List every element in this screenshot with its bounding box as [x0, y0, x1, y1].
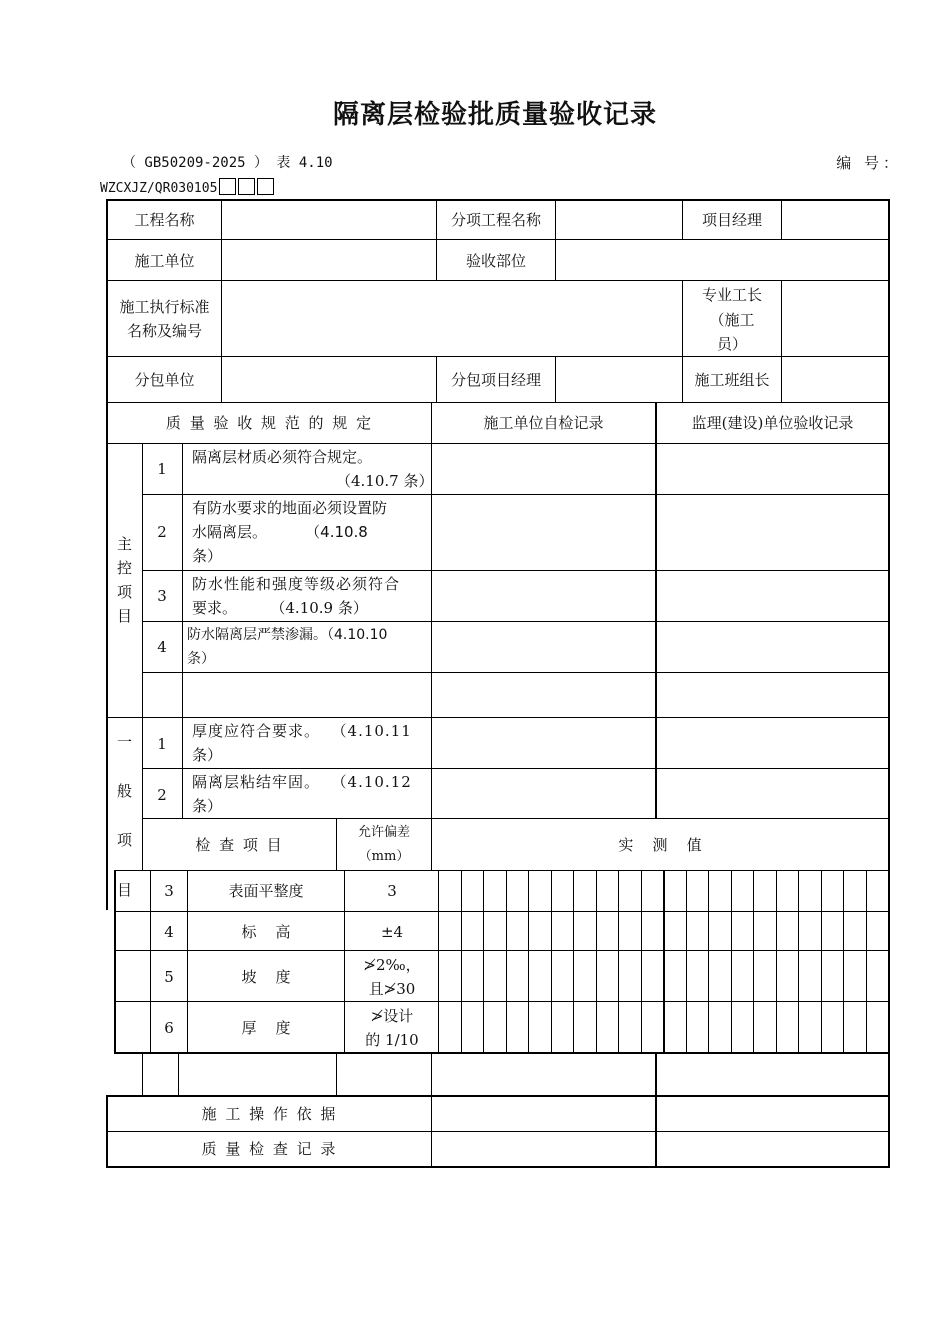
grid-line	[114, 1052, 890, 1054]
general-char-2: 般	[117, 782, 133, 800]
mc-text-2b: 水隔离层。 （4.10.8	[192, 523, 368, 541]
grid-line	[106, 1166, 890, 1168]
grid-line	[461, 870, 462, 1052]
grid-line	[781, 280, 782, 402]
mr-tol-4: ±4	[380, 923, 404, 941]
mr-no-3: 3	[164, 882, 174, 900]
grid-line	[106, 1131, 890, 1132]
grid-line	[753, 870, 754, 1052]
grid-line	[663, 870, 665, 1052]
col-self-check: 施工单位自检记录	[483, 414, 604, 432]
grid-line	[106, 402, 890, 403]
grid-line	[106, 717, 890, 718]
grid-line	[866, 870, 867, 1052]
standard-reference: （ GB50209-2025 ） 表 4.10	[122, 155, 333, 171]
mc-text-3a: 防水性能和强度等级必须符合	[192, 575, 401, 593]
grid-line	[555, 356, 556, 402]
grid-line	[506, 870, 507, 1052]
mr-tol-5b: 且≯30	[368, 980, 416, 998]
grid-line	[618, 870, 619, 1052]
label-foreman-2: （施工	[709, 311, 755, 329]
grid-line	[142, 768, 890, 769]
grid-line	[178, 1052, 179, 1096]
mc-text-4b: 条）	[187, 651, 215, 667]
label-project-manager: 项目经理	[701, 211, 762, 229]
mr-item-4: 标 高	[241, 923, 291, 941]
mc-no-1: 1	[157, 460, 167, 478]
grid-line	[888, 199, 890, 1052]
grid-line	[821, 870, 822, 1052]
grid-line	[483, 870, 484, 1052]
grid-line	[142, 621, 890, 622]
grid-line	[798, 870, 799, 1052]
label-construction-unit: 施工单位	[134, 252, 195, 270]
gi-text-1a: 厚度应符合要求。 （4.10.11	[192, 722, 412, 740]
general-char-3: 项	[117, 831, 133, 849]
mr-tol-5a: ≯2‰，	[363, 956, 421, 974]
mr-no-6: 6	[164, 1019, 174, 1037]
grid-line	[686, 870, 687, 1052]
mr-no-4: 4	[164, 923, 174, 941]
grid-line	[888, 1052, 890, 1168]
grid-line	[142, 818, 890, 819]
gi-no-1: 1	[157, 735, 167, 753]
grid-line	[221, 199, 222, 402]
label-sub-project: 分项工程名称	[450, 211, 541, 229]
grid-line	[596, 870, 597, 1052]
code-box-3[interactable]	[257, 178, 274, 195]
number-label: 编 号：	[836, 154, 902, 172]
gi-text-1b: 条）	[192, 746, 223, 764]
mc-text-3b: 要求。 （4.10.9 条）	[192, 599, 368, 617]
mr-tol-6b: 的 1/10	[365, 1031, 419, 1049]
grid-line	[106, 356, 890, 357]
grid-line	[114, 911, 890, 912]
grid-line	[106, 199, 890, 201]
grid-line	[573, 870, 574, 1052]
grid-line	[142, 494, 890, 495]
mr-tol-3: 3	[387, 882, 397, 900]
main-control-char-1: 主	[117, 535, 133, 553]
grid-line	[142, 570, 890, 571]
mr-item-5: 坡 度	[241, 968, 291, 986]
grid-line	[555, 199, 556, 280]
grid-line	[641, 870, 642, 1052]
grid-line	[528, 870, 529, 1052]
label-sub-manager: 分包项目经理	[450, 371, 541, 389]
grid-line	[142, 672, 890, 673]
footer-quality-record: 质 量 检 查 记 录	[201, 1140, 338, 1158]
grid-line	[781, 199, 782, 239]
grid-line	[114, 950, 890, 951]
code-box-1[interactable]	[219, 178, 236, 195]
measure-check-item: 检 查 项 目	[195, 836, 284, 854]
mr-no-5: 5	[164, 968, 174, 986]
main-control-char-2: 控	[117, 559, 133, 577]
code-box-2[interactable]	[238, 178, 255, 195]
gi-text-2a: 隔离层粘结牢固。 （4.10.12	[192, 773, 412, 791]
grid-line	[114, 1001, 890, 1002]
footer-basis: 施 工 操 作 依 据	[201, 1105, 338, 1123]
label-team-leader: 施工班组长	[694, 371, 770, 389]
grid-line	[142, 1052, 143, 1096]
gi-text-2b: 条）	[192, 797, 223, 815]
document-code-text: WZCXJZ/QR030105	[100, 181, 218, 196]
measure-tolerance-1: 允许偏差	[357, 825, 410, 840]
grid-line	[106, 1095, 890, 1097]
col-supervision: 监理(建设)单位验收记录	[691, 414, 854, 432]
grid-line	[708, 870, 709, 1052]
gi-no-2: 2	[157, 786, 167, 804]
mc-text-2a: 有防水要求的地面必须设置防	[192, 499, 388, 517]
grid-line	[114, 870, 890, 871]
grid-line	[106, 239, 890, 240]
grid-line	[431, 1052, 432, 1168]
document-code	[100, 178, 274, 196]
main-control-char-4: 目	[117, 607, 133, 625]
mr-item-6: 厚 度	[241, 1019, 291, 1037]
mc-no-2: 2	[157, 523, 167, 541]
page-title: 隔离层检验批质量验收记录	[332, 100, 657, 130]
label-standard-2: 名称及编号	[126, 322, 202, 340]
mc-text-1b: （4.10.7 条）	[336, 472, 434, 490]
grid-line	[731, 870, 732, 1052]
mr-tol-6a: ≯设计	[370, 1007, 414, 1025]
mc-no-3: 3	[157, 587, 167, 605]
grid-line	[551, 870, 552, 1052]
mc-no-4: 4	[157, 638, 167, 656]
grid-line	[106, 443, 890, 444]
grid-line	[114, 870, 116, 1054]
measure-values-header: 实 测 值	[618, 836, 702, 854]
label-project-name: 工程名称	[134, 211, 195, 229]
mc-text-2c: 条）	[192, 547, 223, 565]
mc-text-1a: 隔离层材质必须符合规定。	[192, 448, 373, 466]
label-subcontractor: 分包单位	[134, 371, 195, 389]
label-foreman-1: 专业工长	[701, 286, 762, 304]
col-spec: 质 量 验 收 规 范 的 规 定	[165, 414, 374, 432]
label-foreman-3: 员）	[716, 335, 747, 353]
grid-line	[106, 280, 890, 281]
mr-item-3: 表面平整度	[228, 882, 304, 900]
general-char-4: 目	[117, 881, 133, 899]
measure-tolerance-2: （mm）	[358, 849, 410, 864]
grid-line	[655, 1052, 657, 1168]
general-char-1: 一	[117, 733, 133, 751]
mc-text-4a: 防水隔离层严禁渗漏。（4.10.10	[187, 627, 388, 643]
grid-line	[655, 402, 657, 818]
grid-line	[182, 443, 183, 818]
label-acceptance-part: 验收部位	[465, 252, 526, 270]
main-control-char-3: 项	[117, 583, 133, 601]
grid-line	[843, 870, 844, 1052]
grid-line	[336, 1052, 337, 1096]
label-standard-1: 施工执行标准	[119, 298, 210, 316]
grid-line	[776, 870, 777, 1052]
